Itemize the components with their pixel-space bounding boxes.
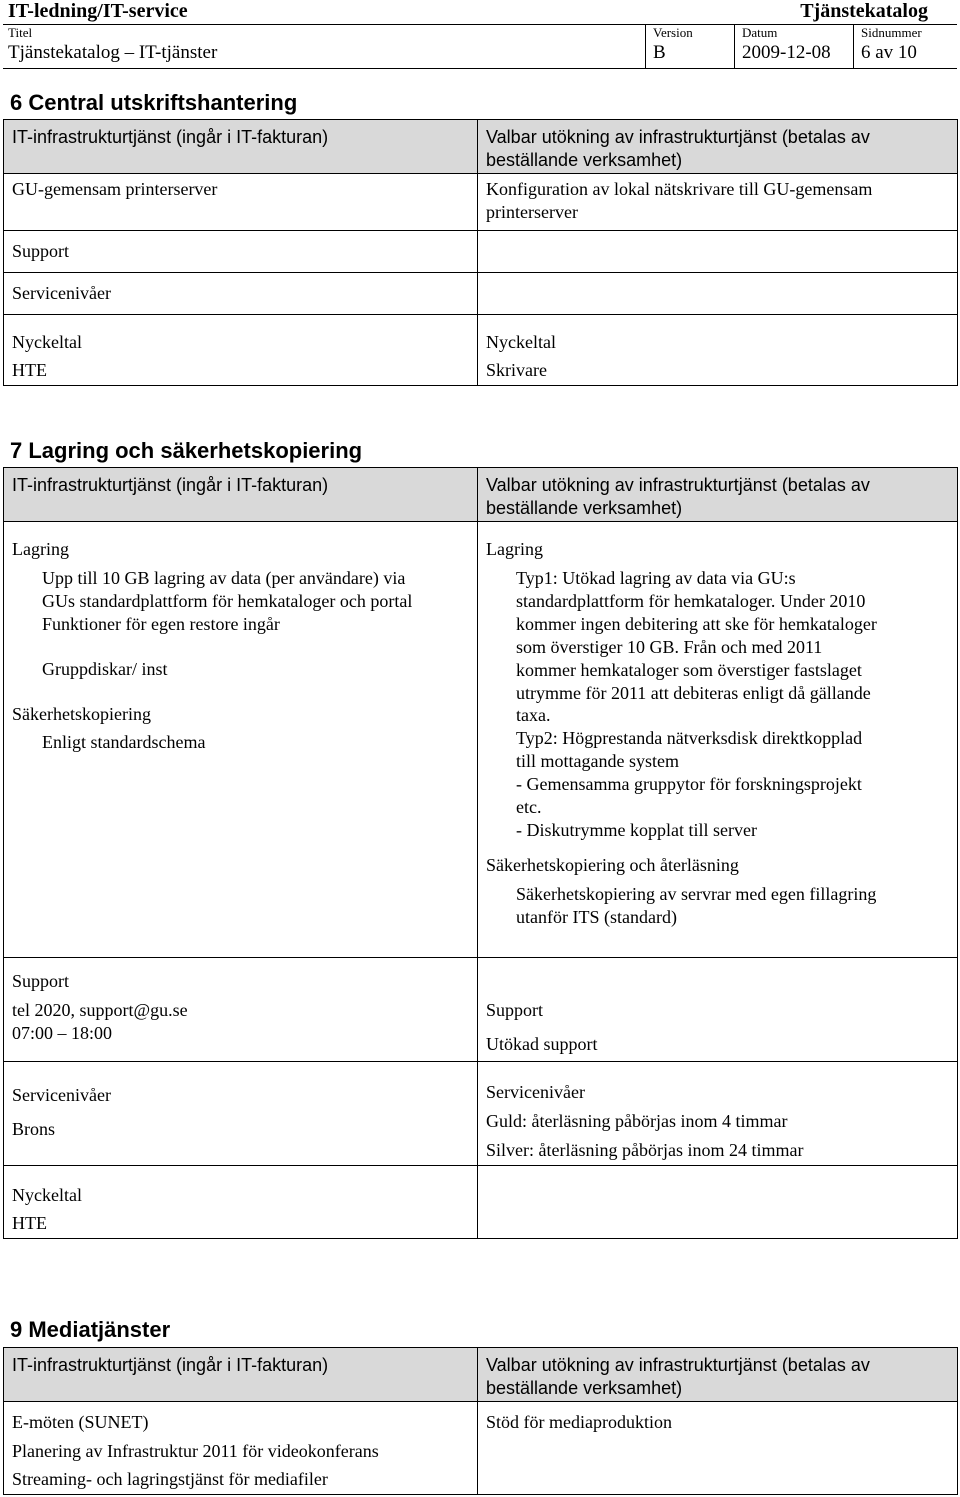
media-right-cell (478, 1402, 958, 1495)
storage-description (12, 567, 469, 681)
servicelevels-line: Guld: återläsning påbörjas inom 4 timmar (486, 1111, 788, 1131)
servicelevels-value: Brons (12, 1119, 56, 1139)
storage-label: Lagring (486, 539, 543, 559)
service-table-printing (3, 119, 958, 386)
empty-cell (478, 231, 958, 273)
storage-line: Upp till 10 GB lagring av data (per användare) via (42, 568, 406, 588)
storage-extension-description (486, 567, 949, 842)
backup-line: Säkerhetskopiering av servrar med egen fillagring (516, 883, 877, 904)
empty-cell (478, 1166, 958, 1239)
servicelevels-line: Silver: återläsning påbörjas inom 24 timmar (486, 1140, 804, 1160)
printerserver-cell: GU-gemensam printerserver (4, 174, 478, 231)
kpi-value: HTE (12, 1213, 47, 1233)
servicelevels-right-cell (478, 1062, 958, 1166)
servicelevels-label: Servicenivåer (12, 1085, 111, 1105)
storage-line: - Gemensamma gruppytor för forskningsprojekt (516, 774, 862, 795)
media-line: Streaming- och lagringstjänst för mediafiler (12, 1469, 328, 1489)
col-header-optional: Valbar utökning av infrastrukturtjänst (betalas av beställande verksamhet) (478, 120, 958, 174)
printer-config-cell: Konfiguration av lokal nätskrivare till GU-gemensam printerserver (478, 174, 958, 231)
header-divider (3, 24, 957, 25)
servicelevels-label: Servicenivåer (486, 1082, 585, 1102)
backup-label: Säkerhetskopiering och återläsning (486, 854, 739, 875)
header-org: IT-ledning/IT-service (8, 0, 188, 22)
backup-line: utanför ITS (standard) (516, 906, 677, 927)
storage-line: kommer hemkataloger som överstiger fastslaget (516, 659, 862, 680)
support-contact: tel 2020, support@gu.se (12, 1000, 188, 1020)
storage-line: - Diskutrymme kopplat till server (516, 819, 757, 840)
header-date-label: Datum (742, 25, 778, 40)
header-version-value: B (653, 42, 666, 63)
backup-value: Enligt standardschema (42, 732, 206, 752)
kpi-label: Nyckeltal (486, 332, 556, 352)
storage-line: Typ1: Utökad lagring av data via GU:s (516, 568, 796, 588)
kpi-cell (478, 315, 958, 386)
storage-line: GUs standardplattform för hemkataloger och portal (42, 591, 413, 611)
storage-left-cell (4, 522, 478, 958)
backup-description (486, 883, 949, 929)
col-header-infrastructure: IT-infrastrukturtjänst (ingår i IT-fakturan) (4, 120, 478, 174)
storage-label: Lagring (12, 539, 69, 559)
service-table-storage (3, 467, 958, 1239)
media-line: Stöd för mediaproduktion (486, 1412, 672, 1432)
media-left-cell (4, 1402, 478, 1495)
section-title: 9 Mediatjänster (10, 1317, 171, 1342)
storage-line: Funktioner för egen restore ingår (42, 614, 280, 634)
kpi-value: HTE (12, 360, 47, 380)
support-cell: Support (4, 231, 478, 273)
kpi-label: Nyckeltal (12, 332, 82, 352)
media-line: E-möten (SUNET) (12, 1412, 149, 1432)
support-right-cell (478, 958, 958, 1062)
service-table-media (3, 1347, 958, 1495)
storage-line: standardplattform för hemkataloger. Under 2010 (516, 590, 866, 611)
servicelevels-cell: Servicenivåer (4, 273, 478, 315)
backup-label: Säkerhetskopiering (12, 704, 151, 724)
col-header-infrastructure: IT-infrastrukturtjänst (ingår i IT-fakturan) (4, 468, 478, 522)
section-title: 7 Lagring och säkerhetskopiering (10, 438, 363, 463)
support-label: Support (12, 971, 70, 991)
header-title-label: Titel (8, 25, 33, 40)
storage-line: utrymme för 2011 att debiteras enligt då gällande (516, 682, 871, 703)
storage-line: som överstiger 10 GB. Från och med 2011 (516, 636, 823, 657)
support-hours: 07:00 – 18:00 (12, 1023, 113, 1043)
support-left-cell (4, 958, 478, 1062)
servicelevels-left-cell (4, 1062, 478, 1166)
storage-line: Typ2: Högprestanda nätverksdisk direktkopplad (516, 728, 863, 749)
support-label: Support (486, 1000, 544, 1020)
storage-line: etc. (516, 797, 542, 818)
empty-cell (478, 273, 958, 315)
storage-right-cell (478, 522, 958, 958)
storage-line: taxa. (516, 705, 551, 726)
col-header-optional: Valbar utökning av infrastrukturtjänst (betalas av beställande verksamhet) (478, 1348, 958, 1402)
kpi-cell (4, 315, 478, 386)
section-title: 6 Central utskriftshantering (10, 90, 298, 115)
header-date-value: 2009-12-08 (742, 42, 831, 63)
storage-line: till mottagande system (516, 751, 679, 772)
storage-line: kommer ingen debitering att ske för hemkataloger (516, 613, 877, 634)
kpi-value: Skrivare (486, 360, 547, 380)
header-version-label: Version (653, 25, 693, 40)
groupdisks-text: Gruppdiskar/ inst (42, 659, 168, 679)
header-page-value: 6 av 10 (861, 42, 917, 63)
col-header-optional: Valbar utökning av infrastrukturtjänst (betalas av beställande verksamhet) (478, 468, 958, 522)
header-page-label: Sidnummer (861, 25, 922, 40)
support-value: Utökad support (486, 1034, 598, 1054)
header-title-value: Tjänstekatalog – IT-tjänster (8, 42, 218, 63)
header-doc-type: Tjänstekatalog (800, 0, 928, 22)
media-line: Planering av Infrastruktur 2011 för videokonferans (12, 1440, 379, 1461)
kpi-cell (4, 1166, 478, 1239)
kpi-label: Nyckeltal (12, 1185, 82, 1205)
col-header-infrastructure: IT-infrastrukturtjänst (ingår i IT-fakturan) (4, 1348, 478, 1402)
